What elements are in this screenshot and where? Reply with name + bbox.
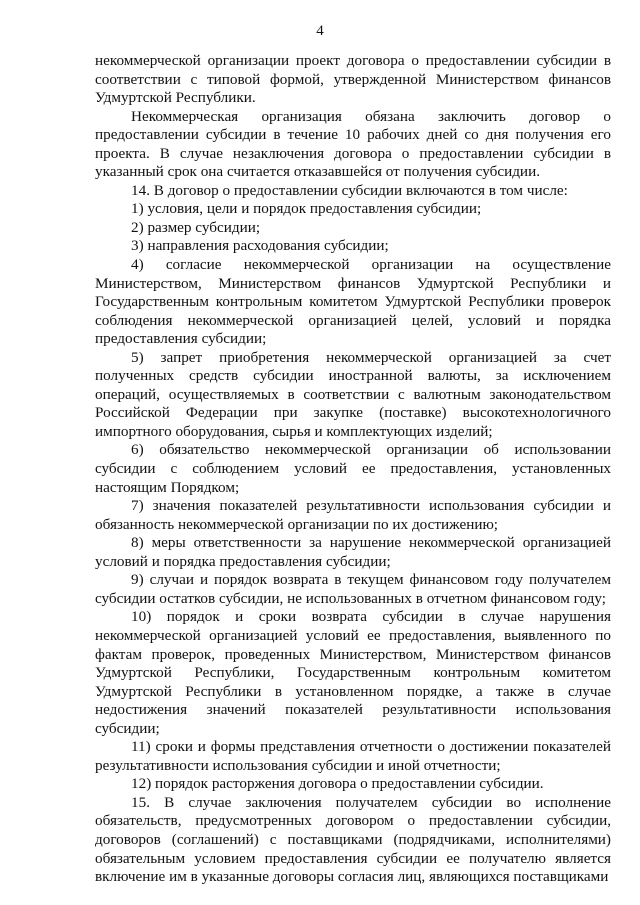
paragraph-15: 15. В случае заключения получателем субсидии во исполнение обязательств, предусмотренных договором о предоставлении субсидии, договоров (соглашений) с поставщиками (подрядчиками, исполнителями) обязательным условием предоставления субсидии ее получателю является включение им в указанные договоры согласия лиц, являющихся поставщиками	[95, 793, 611, 886]
list-item-3: 3) направления расходования субсидии;	[131, 237, 389, 255]
list-item-6: 6) обязательство некоммерческой организации об использовании субсидии с соблюдением условий ее предоставления, установленных настоящим Порядком;	[95, 441, 611, 496]
list-item-1: 1) условия, цели и порядок предоставления субсидии;	[131, 200, 482, 218]
paragraph-14: 14. В договор о предоставлении субсидии включаются в том числе:	[131, 181, 568, 199]
list-item-9: 9) случаи и порядок возврата в текущем финансовом году получателем субсидии остатков субсидии, не использованных в отчетном финансовом году;	[95, 571, 611, 607]
list-item-10: 10) порядок и сроки возврата субсидии в случае нарушения некоммерческой организацией условий ее предоставления, выявленного по фактам проверок, проведенных Министерством, Министерством финансов Удмуртской Республики, Государственным контрольным комитетом Удмуртской Республики в установленном порядке, а также в случае недостижения значений показателей результативности использования субсидии;	[95, 608, 611, 737]
page-number: 4	[316, 23, 324, 39]
list-item-7: 7) значения показателей результативности использования субсидии и обязанность некоммерческой организации по их достижению;	[95, 497, 611, 533]
document-body	[95, 52, 611, 887]
list-item-11: 11) сроки и формы представления отчетности о достижении показателей результативности использования субсидии и иной отчетности;	[95, 738, 611, 774]
list-item-8: 8) меры ответственности за нарушение некоммерческой организацией условий и порядка предоставления субсидии;	[95, 534, 611, 570]
paragraph-contract-obligation: Некоммерческая организация обязана заключить договор о предоставлении субсидии в течение 10 рабочих дней со дня получения его проекта. В случае незаключения договора о предоставлении субсидии в указанный срок она считается отказавшейся от получения субсидии.	[95, 107, 611, 181]
list-item-2: 2) размер субсидии;	[131, 218, 261, 236]
list-item-4: 4) согласие некоммерческой организации на осуществление Министерством, Министерством финансов Удмуртской Республики и Государственным контрольным комитетом Удмуртской Республики проверок соблюдения некоммерческой организацией целей, условий и порядка предоставления субсидии;	[95, 256, 611, 348]
list-item-12: 12) порядок расторжения договора о предоставлении субсидии.	[131, 775, 544, 793]
paragraph-continuation: некоммерческой организации проект договора о предоставлении субсидии в соответствии с типовой формой, утвержденной Министерством финансов Удмуртской Республики.	[95, 52, 611, 107]
list-item-5: 5) запрет приобретения некоммерческой организацией за счет полученных средств субсидии иностранной валюты, за исключением операций, осуществляемых в соответствии с валютным законодательством Российской Федерации при закупке (поставке) высокотехнологичного импортного оборудования, сырья и комплектующих изделий;	[95, 348, 611, 440]
